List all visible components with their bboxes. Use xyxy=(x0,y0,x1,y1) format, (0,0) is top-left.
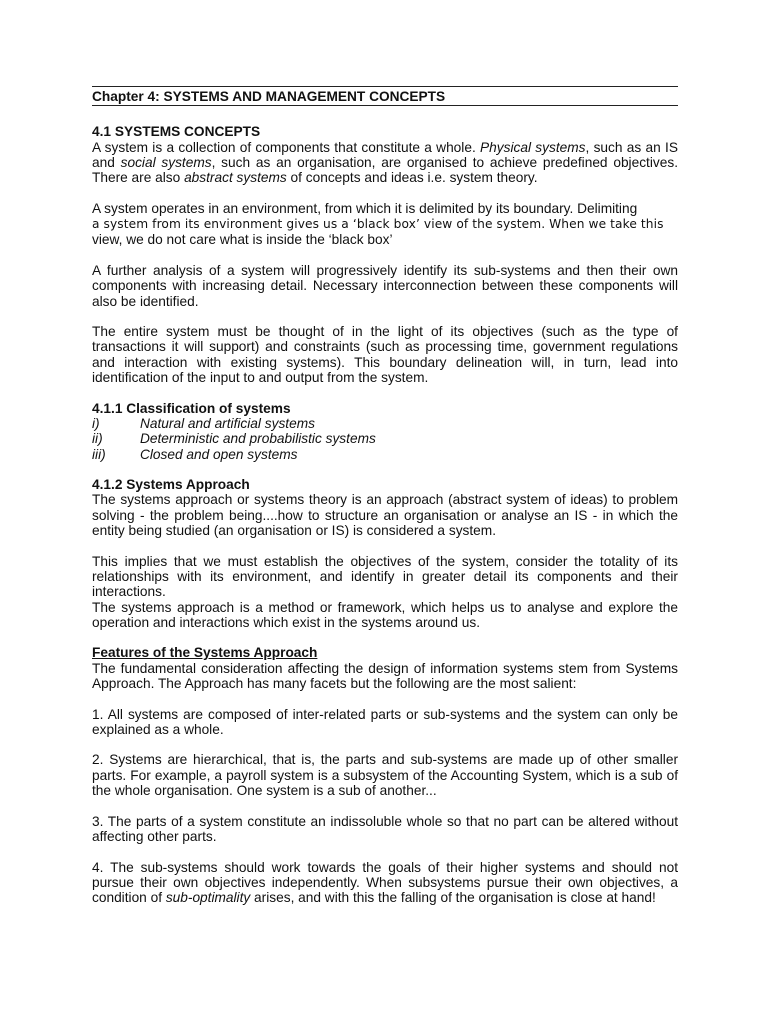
document-page xyxy=(92,86,678,905)
environment-line-3-part: view, we do not care what is inside the ‘black box’ xyxy=(92,232,393,248)
paragraph-analysis: A further analysis of a system will progressively identify its sub-systems and then their own components with increasing detail. Necessary interconnection between these components will also be identified. xyxy=(92,262,678,309)
feature-2: 2. Systems are hierarchical, that is, the parts and sub-systems are made up of other smaller parts. For example, a payroll system is a subsystem of the Accounting System, which is a sub of the whole organisation. One system is a sub of another... xyxy=(92,752,678,799)
list-item: ii) Deterministic and probabilistic systems xyxy=(92,431,376,447)
features-heading: Features of the Systems Approach xyxy=(92,645,318,661)
paragraph-system-definition: A system is a collection of components that constitute a whole. Physical systems, such as an IS and social systems, such as an organisation, are organised to achieve predefined objectives. There are also abstract systems of concepts and ideas i.e. system theory. xyxy=(92,139,678,186)
paragraph-environment xyxy=(92,201,678,248)
section-heading-4-1-1: 4.1.1 Classification of systems xyxy=(92,400,291,416)
paragraph-features-intro: The fundamental consideration affecting the design of information systems stem from Systems Approach. The Approach has many facets but the following are the most salient: xyxy=(92,660,678,691)
paragraph-objectives: The entire system must be thought of in the light of its objectives (such as the type of transactions it will support) and constraints (such as processing time, government regulations and interaction with existing systems). This boundary delineation will, in turn, lead into identification of the input to and output from the system. xyxy=(92,324,678,386)
feature-4: 4. The sub-systems should work towards the goals of their higher systems and should not pursue their own objectives independently. When subsystems pursue their own objectives, a condition of sub-optimality arises, and with this the falling of the organisation is close at hand! xyxy=(92,859,678,906)
section-heading-4-1: 4.1 SYSTEMS CONCEPTS xyxy=(92,124,261,140)
paragraph-implications: This implies that we must establish the objectives of the system, consider the totality of its relationships with its environment, and identify in greater detail its components and their interactions. xyxy=(92,553,678,600)
feature-1: 1. All systems are composed of inter-related parts or sub-systems and the system can only be explained as a whole. xyxy=(92,706,678,737)
list-item: iii) Closed and open systems xyxy=(92,446,298,462)
chapter-title: Chapter 4: SYSTEMS AND MANAGEMENT CONCEPTS xyxy=(92,86,678,106)
environment-line-2: a system from its environment gives us a ‘black box’ view of the system. When we take this xyxy=(92,217,664,232)
section-heading-4-1-2: 4.1.2 Systems Approach xyxy=(92,477,250,493)
list-item: i) Natural and artificial systems xyxy=(92,415,315,431)
paragraph-method: The systems approach is a method or framework, which helps us to analyse and explore the operation and interactions which exist in the systems around us. xyxy=(92,599,678,630)
feature-3: 3. The parts of a system constitute an indissoluble whole so that no part can be altered without affecting other parts. xyxy=(92,813,678,844)
environment-line-1: A system operates in an environment, from which it is delimited by its boundary. Delimiting xyxy=(92,200,638,216)
paragraph-systems-approach: The systems approach or systems theory is an approach (abstract system of ideas) to problem solving - the problem being....how to structure an organisation or analyse an IS - in which the entity being studied (an organisation or IS) is considered a system. xyxy=(92,492,678,539)
